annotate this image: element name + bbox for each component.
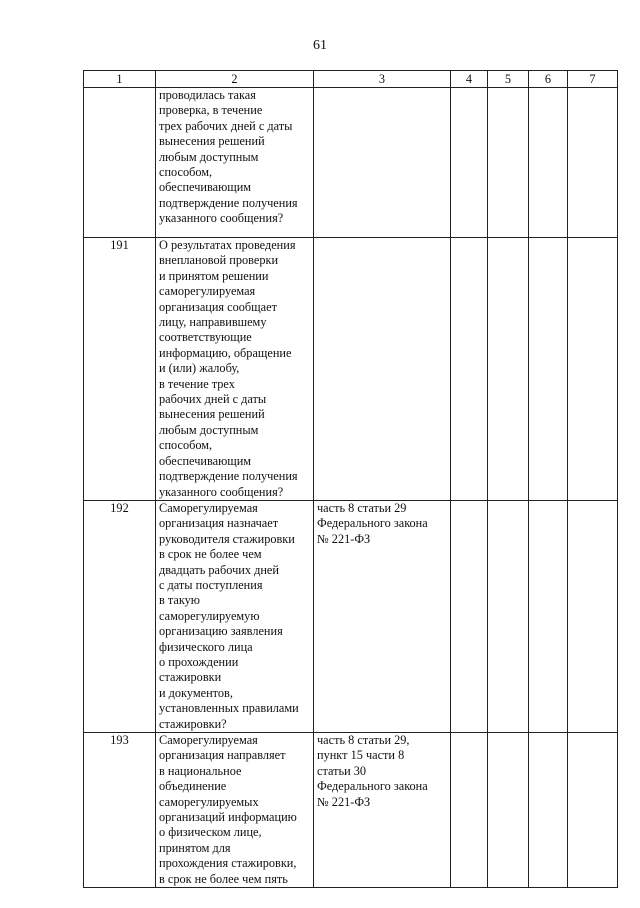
- header-row: [84, 71, 618, 88]
- legal-basis-line: статьи 30: [317, 763, 367, 778]
- legal-basis-line: пункт 15 части 8: [317, 748, 405, 763]
- requirement-line: о физическом лице,: [159, 825, 262, 840]
- requirement-line: руководителя стажировки: [159, 531, 295, 546]
- legal-basis-line: часть 8 статьи 29: [317, 500, 407, 515]
- empty-cell: [451, 238, 488, 501]
- requirement-line: саморегулируемую: [159, 608, 260, 623]
- requirement-line: с даты поступления: [159, 577, 263, 592]
- empty-cell: [529, 88, 568, 238]
- requirement-line: в срок не более чем: [159, 547, 262, 562]
- empty-cell: [488, 88, 529, 238]
- requirement-line: подтверждение получения: [159, 195, 298, 210]
- requirement-line: подтверждение получения: [159, 469, 298, 484]
- requirement-line: в национальное: [159, 763, 242, 778]
- row-number-cell: 193: [84, 733, 156, 888]
- requirement-line: и принятом решении: [159, 268, 269, 283]
- page-number: 61: [313, 38, 327, 53]
- empty-cell: [488, 500, 529, 732]
- empty-cell: [488, 238, 529, 501]
- requirement-line: Саморегулируемая: [159, 733, 258, 747]
- requirement-line: О результатах проведения: [159, 238, 296, 252]
- requirement-line: двадцать рабочих дней: [159, 562, 279, 577]
- empty-cell: [568, 88, 618, 238]
- requirement-line: и документов,: [159, 685, 233, 700]
- empty-cell: [488, 733, 529, 888]
- row-number-cell: 191: [84, 238, 156, 501]
- legal-basis-cell: [314, 733, 451, 888]
- requirement-line: в такую: [159, 593, 200, 608]
- requirement-line: лицу, направившему: [159, 315, 267, 330]
- legal-basis-line: № 221-ФЗ: [317, 794, 371, 809]
- requirement-line: стажировки?: [159, 716, 227, 731]
- column-header-6: 6: [529, 71, 568, 88]
- column-header-7: 7: [568, 71, 618, 88]
- requirement-line: организаций информацию: [159, 810, 297, 825]
- requirement-line: и (или) жалобу,: [159, 361, 240, 376]
- requirement-cell: [156, 238, 314, 501]
- table-row: [84, 733, 618, 888]
- empty-cell: [568, 733, 618, 888]
- requirement-line: объединение: [159, 779, 227, 794]
- legal-basis-cell: [314, 500, 451, 732]
- legal-basis-line: Федерального закона: [317, 516, 428, 531]
- requirement-line: обеспечивающим: [159, 180, 252, 195]
- requirement-cell: [156, 88, 314, 238]
- requirement-line: способом,: [159, 438, 213, 453]
- column-header-1: 1: [84, 71, 156, 88]
- requirement-line: проверка, в течение: [159, 103, 263, 118]
- requirement-line: соответствующие: [159, 330, 252, 345]
- empty-cell: [568, 238, 618, 501]
- legal-basis-cell: [314, 88, 451, 238]
- requirement-line: указанного сообщения?: [159, 211, 284, 226]
- requirement-line: организация сообщает: [159, 299, 277, 314]
- row-number-cell: [84, 88, 156, 238]
- column-header-4: 4: [451, 71, 488, 88]
- requirement-line: саморегулируемых: [159, 794, 259, 809]
- empty-cell: [451, 733, 488, 888]
- requirement-line: принятом для: [159, 840, 231, 855]
- requirement-line: трех рабочих дней с даты: [159, 118, 293, 133]
- column-header-3: 3: [314, 71, 451, 88]
- empty-cell: [451, 500, 488, 732]
- empty-cell: [529, 238, 568, 501]
- requirement-line: организация направляет: [159, 748, 286, 763]
- requirement-line: физического лица: [159, 639, 253, 654]
- requirement-line: установленных правилами: [159, 701, 299, 716]
- column-header-2: 2: [156, 71, 314, 88]
- legal-basis-cell: [314, 238, 451, 501]
- requirement-line: саморегулируемая: [159, 284, 256, 299]
- requirement-line: указанного сообщения?: [159, 484, 284, 499]
- requirement-line: любым доступным: [159, 422, 259, 437]
- legal-basis-line: Федерального закона: [317, 779, 428, 794]
- empty-cell: [451, 88, 488, 238]
- requirement-line: обеспечивающим: [159, 453, 252, 468]
- table-row: [84, 238, 618, 501]
- requirement-line: информацию, обращение: [159, 345, 292, 360]
- requirement-line: любым доступным: [159, 149, 259, 164]
- legal-basis-line: № 221-ФЗ: [317, 531, 371, 546]
- requirement-line: вынесения решений: [159, 134, 265, 149]
- requirement-line: прохождения стажировки,: [159, 856, 297, 871]
- legal-basis-line: часть 8 статьи 29,: [317, 733, 410, 747]
- requirement-line: способом,: [159, 165, 213, 180]
- requirement-cell: [156, 500, 314, 732]
- requirement-cell: [156, 733, 314, 888]
- column-header-5: 5: [488, 71, 529, 88]
- table-row: [84, 88, 618, 238]
- requirement-line: рабочих дней с даты: [159, 392, 267, 407]
- requirement-line: вынесения решений: [159, 407, 265, 422]
- empty-cell: [529, 500, 568, 732]
- requirement-line: о прохождении: [159, 654, 239, 669]
- requirement-line: проводилась такая: [159, 88, 256, 102]
- requirement-line: в срок не более чем пять: [159, 871, 288, 886]
- checklist-table: [83, 70, 618, 888]
- row-number-cell: 192: [84, 500, 156, 732]
- requirement-line: в течение трех: [159, 376, 235, 391]
- requirement-line: стажировки: [159, 670, 222, 685]
- empty-cell: [568, 500, 618, 732]
- table-row: [84, 500, 618, 732]
- requirement-line: внеплановой проверки: [159, 253, 279, 268]
- requirement-line: Саморегулируемая: [159, 500, 258, 515]
- empty-cell: [529, 733, 568, 888]
- requirement-line: организацию заявления: [159, 624, 283, 639]
- requirement-line: организация назначает: [159, 516, 279, 531]
